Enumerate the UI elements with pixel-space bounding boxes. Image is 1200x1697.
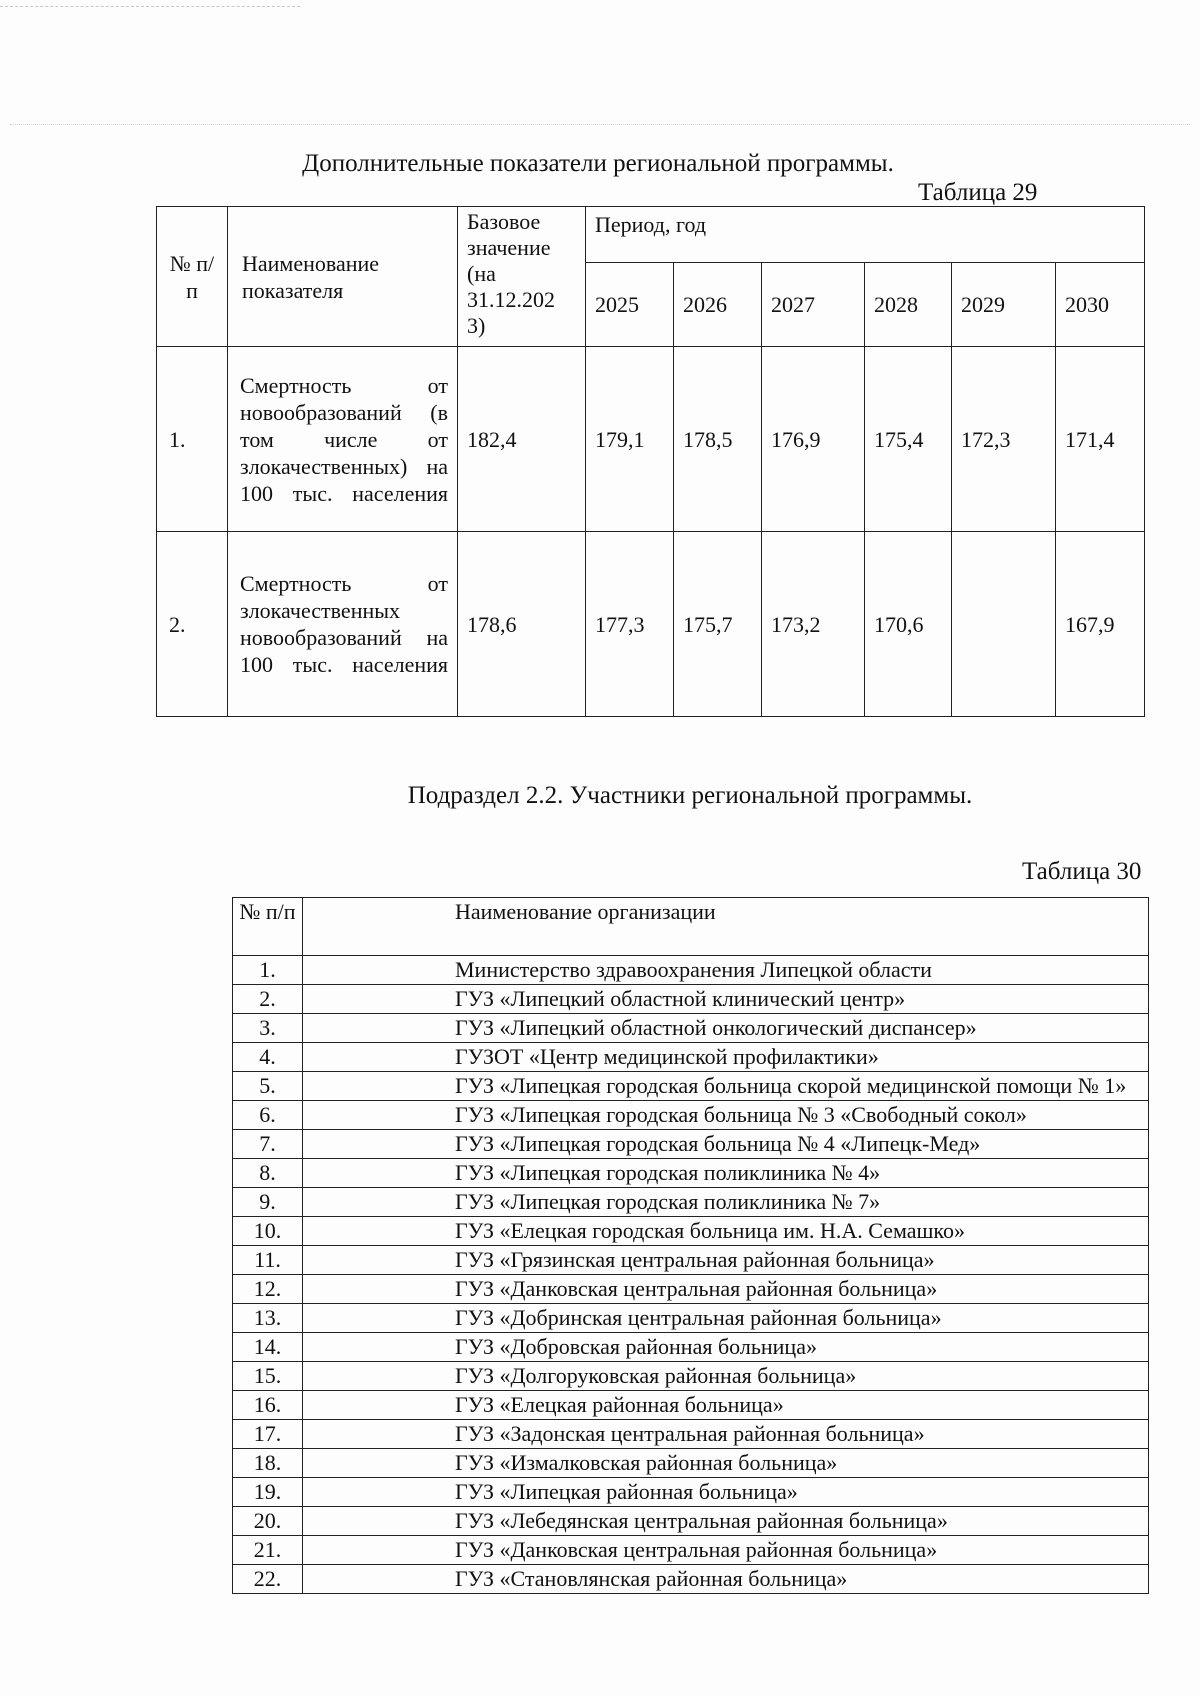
- participant-num: 19.: [233, 1478, 303, 1507]
- participant-num: 1.: [233, 956, 303, 985]
- participant-row: [233, 1072, 1149, 1101]
- participant-row: [233, 956, 1149, 985]
- header-num: № п/п: [233, 898, 303, 956]
- participant-row: [233, 1159, 1149, 1188]
- header-period: Период, год: [586, 207, 1145, 263]
- participant-name: Министерство здравоохранения Липецкой области: [303, 956, 1149, 985]
- participant-row: [233, 1014, 1149, 1043]
- participant-name: ГУЗ «Липецкая городская поликлиника № 4»: [303, 1159, 1149, 1188]
- participant-row: [233, 1507, 1149, 1536]
- indicator-value: 175,7: [674, 532, 762, 717]
- participant-num: 18.: [233, 1449, 303, 1478]
- indicator-value: 167,9: [1056, 532, 1145, 717]
- participant-name: ГУЗ «Грязинская центральная районная больница»: [303, 1246, 1149, 1275]
- indicator-value: 177,3: [586, 532, 674, 717]
- header-name: Наименование показателя: [228, 207, 458, 347]
- participant-name: ГУЗ «Липецкая городская больница № 3 «Свободный сокол»: [303, 1101, 1149, 1130]
- scan-artifact-line: [10, 124, 1190, 125]
- participant-num: 3.: [233, 1014, 303, 1043]
- indicator-base: 182,4: [458, 347, 586, 532]
- participant-num: 13.: [233, 1304, 303, 1333]
- header-base-line: (на: [467, 261, 496, 286]
- participant-num: 12.: [233, 1275, 303, 1304]
- header-year: 2025: [586, 263, 674, 347]
- participant-num: 17.: [233, 1420, 303, 1449]
- participant-num: 21.: [233, 1536, 303, 1565]
- participant-name: ГУЗ «Липецкий областной клинический центр»: [303, 985, 1149, 1014]
- participant-row: [233, 1565, 1149, 1594]
- participant-num: 10.: [233, 1217, 303, 1246]
- indicators-table: [156, 206, 1145, 717]
- participant-num: 14.: [233, 1333, 303, 1362]
- participant-num: 11.: [233, 1246, 303, 1275]
- participant-num: 6.: [233, 1101, 303, 1130]
- participant-num: 2.: [233, 985, 303, 1014]
- indicator-row: [157, 347, 1145, 532]
- header-base: [458, 207, 586, 347]
- participant-name: ГУЗ «Липецкий областной онкологический диспансер»: [303, 1014, 1149, 1043]
- participant-row: [233, 1362, 1149, 1391]
- participant-num: 5.: [233, 1072, 303, 1101]
- indicator-value: 172,3: [952, 347, 1056, 532]
- participant-name: ГУЗ «Данковская центральная районная больница»: [303, 1536, 1149, 1565]
- participant-row: [233, 1420, 1149, 1449]
- participant-num: 15.: [233, 1362, 303, 1391]
- indicator-name: Смертность от новообразований (в том числе от злокачественных) на 100 тыс. населения: [228, 347, 458, 532]
- indicator-base: 178,6: [458, 532, 586, 717]
- participant-num: 4.: [233, 1043, 303, 1072]
- header-base-line: 31.12.202: [467, 287, 555, 312]
- participant-name: ГУЗ «Липецкая городская больница № 4 «Липецк-Мед»: [303, 1130, 1149, 1159]
- header-base-line: Базовое: [467, 209, 541, 234]
- participant-name: ГУЗОТ «Центр медицинской профилактики»: [303, 1043, 1149, 1072]
- participant-row: [233, 1275, 1149, 1304]
- header-year: 2027: [762, 263, 865, 347]
- indicator-value: 179,1: [586, 347, 674, 532]
- header-year: 2030: [1056, 263, 1145, 347]
- participant-name: ГУЗ «Добринская центральная районная больница»: [303, 1304, 1149, 1333]
- section2-title: Подраздел 2.2. Участники региональной программы.: [407, 782, 973, 809]
- indicator-value: [952, 532, 1056, 717]
- table29-label: Таблица 29: [918, 179, 1038, 206]
- table30-label: Таблица 30: [1022, 858, 1142, 885]
- participant-row: [233, 1536, 1149, 1565]
- header-base-line: значение: [467, 235, 551, 260]
- participant-num: 16.: [233, 1391, 303, 1420]
- indicator-num: 2.: [157, 532, 228, 717]
- participant-row: [233, 1217, 1149, 1246]
- participant-row: [233, 1188, 1149, 1217]
- participant-row: [233, 1391, 1149, 1420]
- participants-header-row: [233, 898, 1149, 956]
- header-year: 2026: [674, 263, 762, 347]
- participant-name: ГУЗ «Задонская центральная районная больница»: [303, 1420, 1149, 1449]
- indicator-value: 176,9: [762, 347, 865, 532]
- section1-title: Дополнительные показатели региональной программы.: [302, 150, 894, 177]
- indicator-value: 171,4: [1056, 347, 1145, 532]
- participant-row: [233, 1333, 1149, 1362]
- participant-row: [233, 1246, 1149, 1275]
- participant-num: 20.: [233, 1507, 303, 1536]
- participant-name: ГУЗ «Липецкая городская больница скорой медицинской помощи № 1»: [303, 1072, 1149, 1101]
- participant-num: 8.: [233, 1159, 303, 1188]
- indicator-name: Смертность от злокачественных новообразований на 100 тыс. населения: [228, 532, 458, 717]
- scan-artifact-top: [0, 6, 300, 7]
- participant-name: ГУЗ «Данковская центральная районная больница»: [303, 1275, 1149, 1304]
- participant-row: [233, 1449, 1149, 1478]
- header-org-name: Наименование организации: [303, 898, 1149, 956]
- participant-row: [233, 985, 1149, 1014]
- participants-table: [232, 897, 1149, 1594]
- participant-num: 9.: [233, 1188, 303, 1217]
- participant-name: ГУЗ «Измалковская районная больница»: [303, 1449, 1149, 1478]
- participant-name: ГУЗ «Елецкая городская больница им. Н.А. Семашко»: [303, 1217, 1149, 1246]
- header-year: 2029: [952, 263, 1056, 347]
- indicator-value: 170,6: [865, 532, 952, 717]
- header-num: № п/п: [157, 207, 228, 347]
- participant-name: ГУЗ «Становлянская районная больница»: [303, 1565, 1149, 1594]
- participant-row: [233, 1130, 1149, 1159]
- participant-name: ГУЗ «Липецкая районная больница»: [303, 1478, 1149, 1507]
- participant-row: [233, 1478, 1149, 1507]
- participant-name: ГУЗ «Добровская районная больница»: [303, 1333, 1149, 1362]
- header-year: 2028: [865, 263, 952, 347]
- participant-num: 22.: [233, 1565, 303, 1594]
- participant-num: 7.: [233, 1130, 303, 1159]
- header-base-line: 3): [467, 313, 486, 338]
- participant-row: [233, 1101, 1149, 1130]
- participant-name: ГУЗ «Елецкая районная больница»: [303, 1391, 1149, 1420]
- participant-row: [233, 1304, 1149, 1333]
- participant-row: [233, 1043, 1149, 1072]
- indicator-row: [157, 532, 1145, 717]
- participant-name: ГУЗ «Липецкая городская поликлиника № 7»: [303, 1188, 1149, 1217]
- indicator-value: 178,5: [674, 347, 762, 532]
- participant-name: ГУЗ «Лебедянская центральная районная больница»: [303, 1507, 1149, 1536]
- indicator-num: 1.: [157, 347, 228, 532]
- indicators-header-row-1: [157, 207, 1145, 263]
- participant-name: ГУЗ «Долгоруковская районная больница»: [303, 1362, 1149, 1391]
- indicator-value: 175,4: [865, 347, 952, 532]
- indicator-value: 173,2: [762, 532, 865, 717]
